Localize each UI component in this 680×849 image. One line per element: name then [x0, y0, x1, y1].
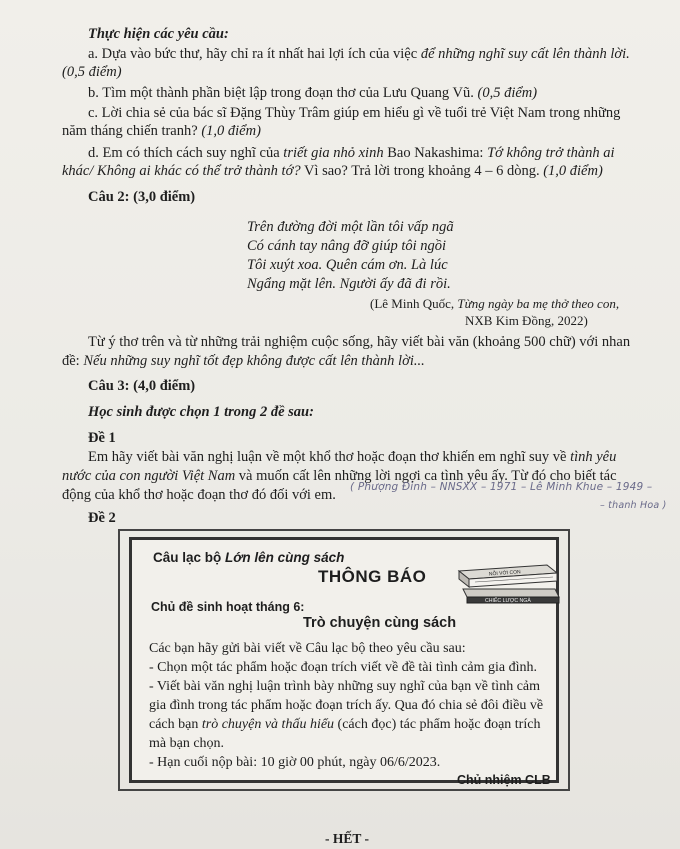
cau2-prompt-line1: Từ ý thơ trên và từ những trải nghiệm cuộc sống, hãy viết bài văn (khoảng 500 chữ) với nhan [88, 334, 631, 350]
poem-source: (Lê Minh Quốc, Từng ngày ba mẹ thở theo con, [370, 296, 620, 311]
book-1-title: NỖI VỚI CON [488, 569, 521, 578]
poem-line-4: Ngẩng mặt lên. Người ấy đã đi rồi. [247, 276, 451, 292]
poem-line-3: Tôi xuýt xoa. Quên cám ơn. Là lúc [247, 257, 448, 273]
notice-body-line3: - Viết bài văn nghị luận trình bày những suy nghĩ của bạn về tình cảm [149, 679, 541, 694]
notice-body-line7: - Hạn cuối nộp bài: 10 giờ 00 phút, ngày 06/6/2023. [149, 755, 441, 770]
notice-body-line2: - Chọn một tác phẩm hoặc đoạn trích viết về đề tài tình cảm gia đình. [149, 660, 538, 675]
poem-publisher: NXB Kim Đồng, 2022) [465, 313, 588, 328]
notice-topic: Trò chuyện cùng sách [303, 615, 457, 631]
poem-line-1: Trên đường đời một lần tôi vấp ngã [247, 219, 454, 235]
task-b: b. Tìm một thành phần biệt lập trong đoạn thơ của Lưu Quang Vũ. (0,5 điểm) [88, 85, 538, 101]
end-marker: - HẾT - [325, 831, 370, 846]
task-d-line2: khác/ Không ai khác có thể trở thành tớ? Vì sao? Trả lời trong khoảng 4 – 6 dòng. (1,0 điểm) [62, 163, 603, 179]
notice-topic-label: Chủ đề sinh hoạt tháng 6: [151, 600, 305, 614]
poem-line-2: Có cánh tay nâng đỡ giúp tôi ngồi [247, 238, 447, 254]
cau2-prompt-line2: đề: Nếu những suy nghĩ tốt đẹp không được cất lên thành lời... [62, 353, 425, 369]
task-d-line1: d. Em có thích cách suy nghĩ của triết gia nhỏ xinh Bao Nakashima: Tớ không trở thành ai [88, 145, 615, 161]
task-c-line1: c. Lời chia sẻ của bác sĩ Đặng Thùy Trâm giúp em hiểu gì về tuổi trẻ Việt Nam trong những [88, 105, 621, 121]
cau2-heading: Câu 2: (3,0 điểm) [88, 189, 196, 205]
handwritten-note-1: ( Phượng Đình – NNSXX – 1971 – Lê Minh Khue – 1949 – [350, 481, 653, 493]
de1-line1: Em hãy viết bài văn nghị luận về một khổ thơ hoặc đoạn thơ khiến em nghĩ suy về tình yêu [88, 449, 617, 465]
notice-body-line5: cách bạn trò chuyện và thấu hiểu (cách đọc) tác phẩm hoặc đoạn trích [149, 717, 541, 732]
notice-signature: Chủ nhiệm CLB [457, 773, 551, 787]
tasks-heading: Thực hiện các yêu cầu: [88, 26, 229, 42]
notice-club: Câu lạc bộ Lớn lên cùng sách [153, 550, 345, 565]
task-c-line2: năm tháng chiến tranh? (1,0 điểm) [62, 123, 261, 139]
de2-label: Đề 2 [88, 510, 116, 526]
notice-title: THÔNG BÁO [318, 567, 427, 586]
cau3-choose: Học sinh được chọn 1 trong 2 đề sau: [88, 404, 314, 420]
de1-line2: nước của con người Việt Nam và muốn cất lên những lời ngợi ca tình yêu ấy. Từ đó cho biết tác [62, 468, 617, 484]
cau3-heading: Câu 3: (4,0 điểm) [88, 378, 196, 394]
task-a-score: (0,5 điểm) [62, 64, 122, 80]
books-illustration-icon [455, 563, 561, 605]
de1-label: Đề 1 [88, 430, 116, 446]
notice-body-line1: Các bạn hãy gửi bài viết về Câu lạc bộ theo yêu cầu sau: [149, 641, 466, 656]
task-a-line1: a. Dựa vào bức thư, hãy chỉ ra ít nhất hai lợi ích của việc để những nghĩ suy cất lên thành lời. [88, 46, 630, 62]
handwritten-note-2: – thanh Hoa ) [600, 500, 667, 511]
notice-body-line4: gia đình trong tác phẩm hoặc đoạn trích ấy. Qua đó chia sẻ đôi điều về [149, 698, 544, 713]
notice-body-line6: mà bạn chọn. [149, 736, 225, 751]
book-2-title: CHIẾC LƯỢC NGÀ [485, 598, 531, 604]
de1-line3: động của khổ thơ hoặc đoạn thơ đó đối với em. [62, 487, 336, 503]
